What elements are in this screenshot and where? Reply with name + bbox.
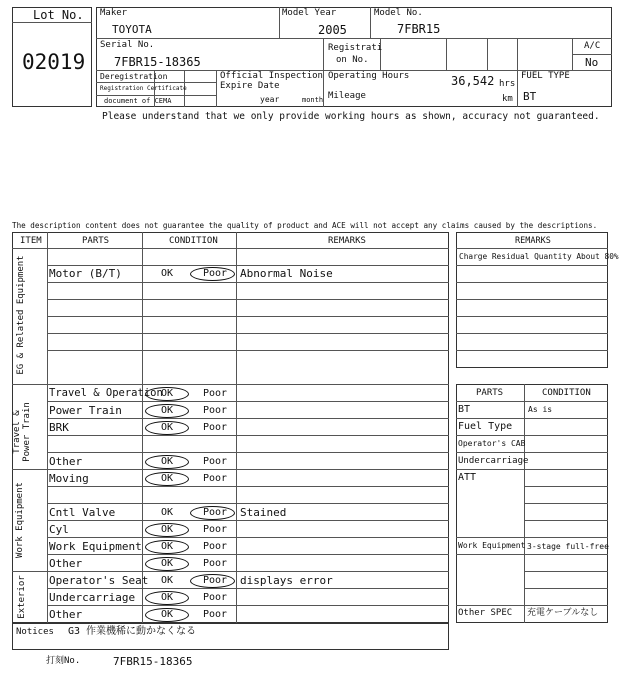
part-work-equipment: Work Equipment [49,540,142,553]
parts-panel-operators-cab: Operator's CAB [458,439,526,448]
inspection-label-1: Official Inspection [220,71,323,81]
parts-panel-undercarriage: Undercarriage [458,456,529,466]
col-parts-header: PARTS [82,236,110,246]
ok-label: OK [161,541,174,552]
col-remarks-header: REMARKS [328,236,366,246]
parts-panel-other-spec-cond: 充電ケーブルなし [527,608,599,618]
stamp-value: 7FBR15-18365 [113,655,193,668]
remark-operators-seat: displays error [240,574,333,587]
poor-label: Poor [203,524,228,535]
parts-panel-fuel-type: Fuel Type [458,421,513,432]
ok-label: OK [161,456,174,467]
poor-label: Poor [203,422,228,433]
part-brk: BRK [49,421,69,434]
mileage-label: Mileage [328,91,366,101]
deregistration-label: Deregistration [100,72,168,81]
parts-panel-bt: BT [458,404,471,415]
poor-label: Poor [203,456,228,467]
section-work-equipment: Work Equipment [15,482,25,558]
poor-label: Poor [203,507,228,518]
part-cntl-valve: Cntl Valve [49,506,116,519]
part-moving: Moving [49,472,89,485]
parts-panel-other-spec: Other SPEC [458,608,513,618]
remarks-panel-header: REMARKS [515,236,551,246]
remark-cntl-valve: Stained [240,506,287,519]
poor-label: Poor [203,609,228,620]
lot-label: Lot No. [33,8,84,22]
poor-label: Poor [203,268,228,279]
model-no-label: Model No. [374,8,423,18]
parts-panel-att: ATT [458,472,477,483]
operating-hours-label: Operating Hours [328,71,410,81]
parts-panel-work-equipment-cond: 3-stage full-free [527,542,609,551]
col-item-header: ITEM [20,236,42,246]
inspection-label-2: Expire Date [220,81,280,91]
poor-label: Poor [203,388,228,399]
notices-value: G3 作業機稀に動かなくなる [68,626,197,637]
remark-motor: Abnormal Noise [240,267,333,280]
model-no-value: 7FBR15 [397,22,441,36]
remarks-panel-line1: Charge Residual Quantity About 80% [459,252,619,261]
fuel-type-value: BT [523,90,537,103]
hours-disclaimer: Please understand that we only provide working hours as shown, accuracy not guaranteed. [102,111,600,122]
registration-label-2: on No. [336,55,369,65]
ok-label: OK [161,558,174,569]
poor-label: Poor [203,405,228,416]
lot-number: 02019 [22,50,86,74]
part-undercarriage: Undercarriage [49,591,136,604]
fuel-type-label: FUEL TYPE [521,71,570,81]
ok-label: OK [161,507,174,518]
ok-label: OK [161,388,174,399]
cema-document-label: document of CEMA [104,97,172,105]
parts-panel-bt-cond: As is [528,405,553,414]
poor-label: Poor [203,592,228,603]
maker-label: Maker [100,8,128,18]
stamp-label: 打刻No. [46,656,81,666]
part-other-exterior: Other [49,608,83,621]
poor-label: Poor [203,541,228,552]
part-motor: Motor (B/T) [49,267,122,280]
poor-label: Poor [203,473,228,484]
hrs-label: hrs [499,79,516,89]
ok-label: OK [161,268,174,279]
ok-label: OK [161,592,174,603]
part-travel-operation: Travel & Operation [49,387,163,399]
ok-label: OK [161,405,174,416]
section-exterior: Exterior [17,575,27,619]
year-label: year [260,95,280,104]
ok-label: OK [161,422,174,433]
registration-label-1: Registrati [328,43,383,53]
registration-certificate-label: Registration Certificate [100,85,187,92]
part-cyl: Cyl [49,523,69,536]
parts-panel-col-condition: CONDITION [542,388,591,398]
ok-label: OK [161,524,174,535]
ac-label: A/C [584,41,601,51]
col-condition-header: CONDITION [169,236,218,246]
part-other-work: Other [49,557,83,570]
ac-value: No [585,56,599,69]
poor-label: Poor [203,575,228,586]
description-disclaimer: The description content does not guarantee the quality of product and ACE will not accept any claims caused by the descriptions. [12,221,598,230]
part-operators-seat: Operator's Seat [49,574,149,587]
parts-panel-col-parts: PARTS [476,388,504,398]
serial-value: 7FBR15-18365 [114,55,201,69]
serial-label: Serial No. [100,40,155,50]
model-year-value: 2005 [318,23,347,37]
km-label: km [502,94,513,104]
ok-label: OK [161,575,174,586]
part-other-travel: Other [49,455,83,468]
model-year-label: Model Year [282,8,337,18]
poor-label: Poor [203,558,228,569]
ok-label: OK [161,473,174,484]
ok-label: OK [161,609,174,620]
maker-value: TOYOTA [112,23,152,36]
part-power-train: Power Train [49,404,122,417]
notices-label: Notices [16,627,54,637]
month-label: month [302,96,324,104]
operating-hours-value: 36,542 [451,74,495,88]
parts-panel-work-equipment: Work Equipment [458,541,526,550]
section-travel-power: Travel & Power Train [12,402,32,462]
section-eg-related: EG & Related Equipment [16,255,26,375]
